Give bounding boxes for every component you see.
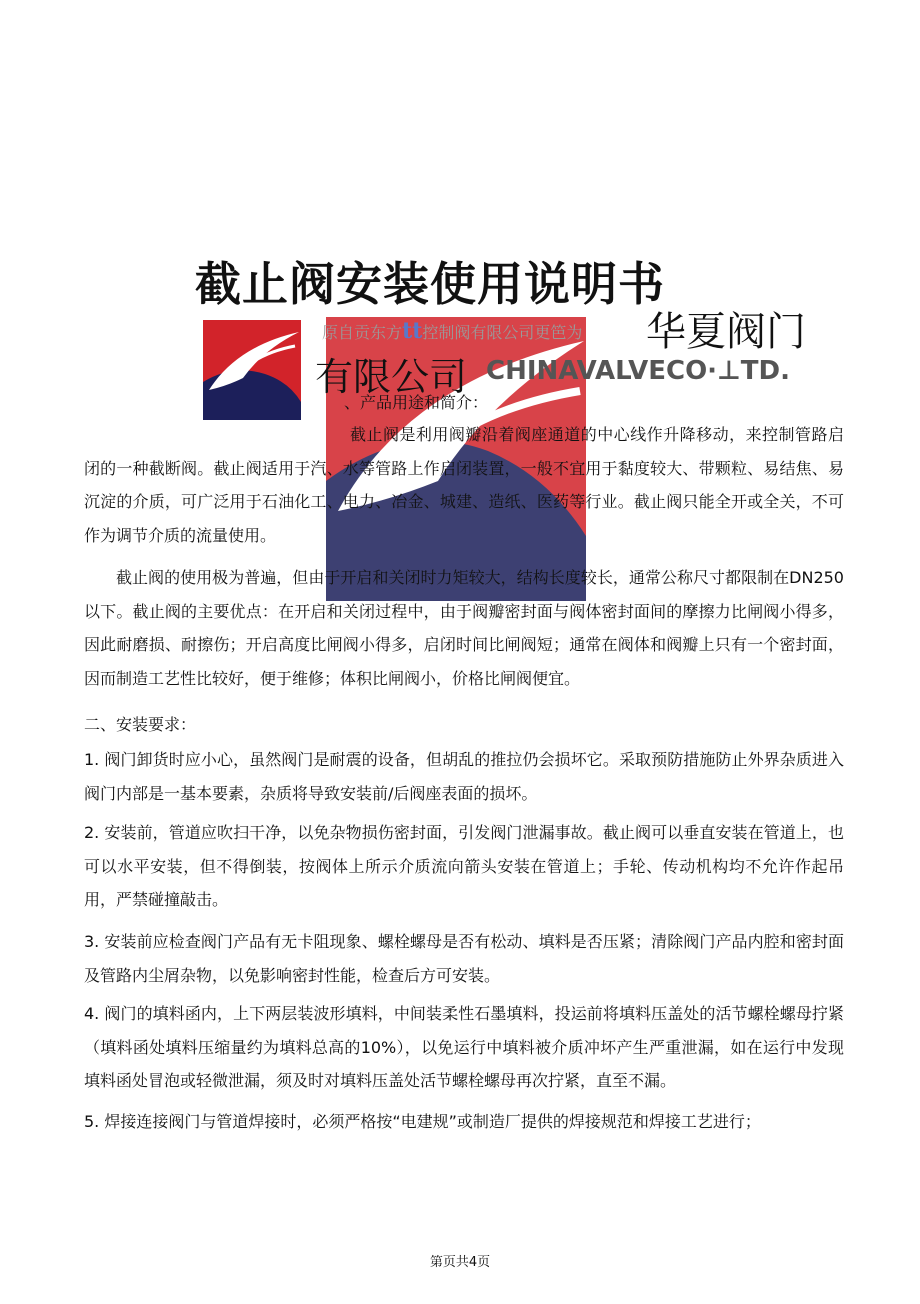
company-name-en: CHINAVALVECO·⊥TD. [486, 356, 791, 386]
section-1-paragraph-2: 截止阀的使用极为普遍，但由于开启和关闭时力矩较大，结构长度较长，通常公称尺寸都限制在DN250以下。截止阀的主要优点：在开启和关闭过程中，由于阀瓣密封面与阀体密封面间的摩擦力比闸阀小得多，因此耐磨损、耐擦伤；开启高度比闸阀小得多，启闭时间比闸阀短；通常在阀体和阀瓣上只有一个密封面，因而制造工艺性比较好，便于维修；体积比闸阀小，价格比闸阀便宜。 [84, 568, 844, 688]
install-item-1: 1. 阀门卸货时应小心，虽然阀门是耐震的设备，但胡乱的推拉仍会损坏它。采取预防措施防止外界杂质进入阀门内部是一基本要素，杂质将导致安装前/后阀座表面的损坏。 [84, 750, 844, 803]
company-name-cn-part2: 有限公司 [315, 355, 468, 399]
origin-note [322, 318, 582, 344]
company-logo-small [203, 320, 301, 420]
install-item-2: 2. 安装前，管道应吹扫干净，以免杂物损伤密封面，引发阀门泄漏事故。截止阀可以垂直安装在管道上，也可以水平安装，但不得倒装，按阀体上所示介质流向箭头安装在管道上；手轮、传动机构均不允许作起吊用，严禁碰撞敲击。 [84, 823, 844, 910]
origin-tt: tt [402, 318, 423, 344]
install-item-3: 3. 安装前应检查阀门产品有无卡阻现象、螺栓螺母是否有松动、填料是否压紧；清除阀门产品内腔和密封面及管路内尘屑杂物，以免影响密封性能，检查后方可安装。 [84, 932, 844, 985]
install-item-5: 5. 焊接连接阀门与管道焊接时，必须严格按“电建规”或制造厂提供的焊接规范和焊接工艺进行； [84, 1112, 761, 1131]
document-title: 截止阀安装使用说明书 [195, 257, 665, 311]
origin-suffix: 控制阀有限公司更笆为 [422, 323, 583, 342]
company-name-cn-part1: 华夏阀门 [646, 309, 806, 355]
section-2-heading: 二、安装要求： [84, 715, 197, 734]
install-item-4: 4. 阀门的填料函内，上下两层装波形填料，中间装柔性石墨填料，投运前将填料压盖处的活节螺栓螺母拧紧（填料函处填料压缩量约为填料总高的10%），以免运行中填料被介质冲坏产生严重泄漏，如在运行中发现填料函处冒泡或轻微泄漏，须及时对填料压盖处活节螺栓螺母再次拧紧，直至不漏。 [84, 1004, 844, 1091]
section-1-paragraph-1: 截止阀是利用阀瓣沿着阀座通道的中心线作升降移动，来控制管路启闭的一种截断阀。截止阀适用于汽、水等管路上作启闭装置，一般不宜用于黏度较大、带颗粒、易结焦、易沉淀的介质，可广泛用于石油化工、电力、冶金、城建、造纸、医药等行业。截止阀只能全开或全关，不可作为调节介质的流量使用。 [84, 425, 844, 545]
page-footer: 第页共4页 [429, 1255, 491, 1270]
origin-prefix: 原自贡东方 [322, 323, 403, 342]
section-1-heading: 、产品用途和简介： [344, 393, 489, 412]
